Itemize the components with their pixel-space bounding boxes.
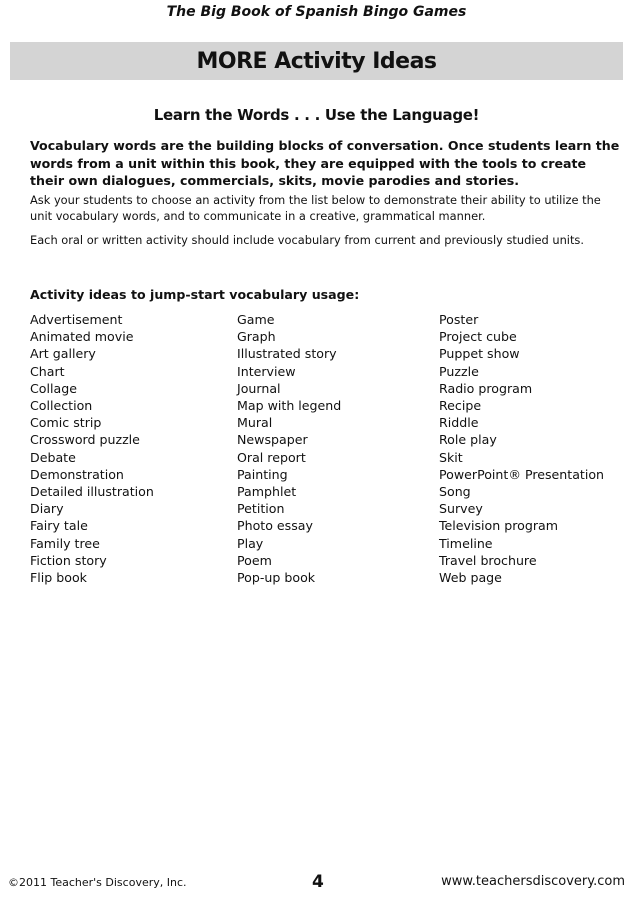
activity-item: Play — [237, 535, 264, 551]
activity-item: Photo essay — [237, 518, 313, 534]
activity-column-3 — [439, 311, 604, 586]
activity-item: Pop-up book — [237, 570, 316, 586]
activity-item: Travel brochure — [439, 552, 537, 568]
activity-item: PowerPoint® Presentation — [439, 466, 605, 482]
activity-item: Fairy tale — [30, 518, 88, 534]
activity-item: Poem — [237, 552, 272, 568]
activity-item: Debate — [30, 449, 76, 465]
activity-item: Flip book — [30, 570, 87, 586]
instructions-paragraph: Ask your students to choose an activity from the list below to demonstrate their ability to utilize the unit vocabulary words, and to communicate in a creative, grammatical manner. — [30, 193, 601, 223]
activity-item: Role play — [439, 432, 497, 448]
copyright: ©2011 Teacher's Discovery, Inc. — [8, 876, 187, 889]
activity-item: Advertisement — [30, 312, 123, 327]
list-heading: Activity ideas to jump-start vocabulary usage: — [30, 287, 360, 302]
activity-item: Newspaper — [237, 432, 308, 448]
activity-item: Collection — [30, 398, 93, 414]
subtitle: Learn the Words . . . Use the Language! — [153, 106, 480, 124]
activity-item: Map with legend — [237, 398, 342, 414]
page-number: 4 — [312, 872, 324, 892]
activity-item: Mural — [237, 415, 273, 431]
activity-item: Crossword puzzle — [30, 432, 140, 448]
activity-item: Game — [237, 312, 275, 327]
activity-item: Art gallery — [30, 346, 96, 362]
activity-item: Riddle — [439, 415, 479, 431]
book-title: The Big Book of Spanish Bingo Games — [166, 4, 467, 20]
activity-item: Collage — [30, 380, 77, 396]
activity-column-2 — [237, 311, 341, 586]
activity-item: Demonstration — [30, 466, 124, 482]
activity-item: Family tree — [30, 535, 100, 551]
activity-item: Television program — [439, 518, 559, 534]
activity-item: Song — [439, 484, 471, 500]
activity-item: Comic strip — [30, 415, 102, 431]
activity-item: Interview — [237, 363, 296, 379]
note-paragraph: Each oral or written activity should include vocabulary from current and previously studied units. — [30, 233, 584, 247]
activity-item: Timeline — [439, 535, 493, 551]
activity-column-1 — [30, 311, 154, 586]
activity-item: Diary — [30, 501, 64, 517]
activity-item: Illustrated story — [237, 346, 337, 362]
activity-item: Puzzle — [439, 363, 479, 379]
activity-item: Recipe — [439, 398, 482, 414]
activity-item: Fiction story — [30, 552, 107, 568]
intro-paragraph: Vocabulary words are the building blocks of conversation. Once students learn the words from a unit within this book, they are equipped with the tools to create their own dialogues, commercials, skits, movie parodies and stories. — [30, 138, 620, 188]
activity-item: Skit — [439, 449, 463, 465]
activity-item: Puppet show — [439, 346, 520, 362]
activity-item: Oral report — [237, 449, 306, 465]
activity-item: Poster — [439, 312, 479, 327]
title-band — [10, 42, 623, 80]
activity-item: Web page — [439, 570, 502, 586]
activity-item: Chart — [30, 363, 65, 379]
page-title: MORE Activity Ideas — [196, 48, 437, 74]
activity-item: Project cube — [439, 329, 517, 345]
activity-item: Painting — [237, 466, 288, 482]
activity-item: Pamphlet — [237, 484, 297, 500]
activity-item: Radio program — [439, 380, 533, 396]
activity-item: Petition — [237, 501, 285, 517]
activity-item: Survey — [439, 501, 483, 517]
activity-item: Animated movie — [30, 329, 134, 345]
activity-item: Detailed illustration — [30, 484, 154, 500]
website-link[interactable]: www.teachersdiscovery.com — [441, 874, 625, 889]
activity-item: Journal — [237, 380, 281, 396]
activity-item: Graph — [237, 329, 276, 345]
